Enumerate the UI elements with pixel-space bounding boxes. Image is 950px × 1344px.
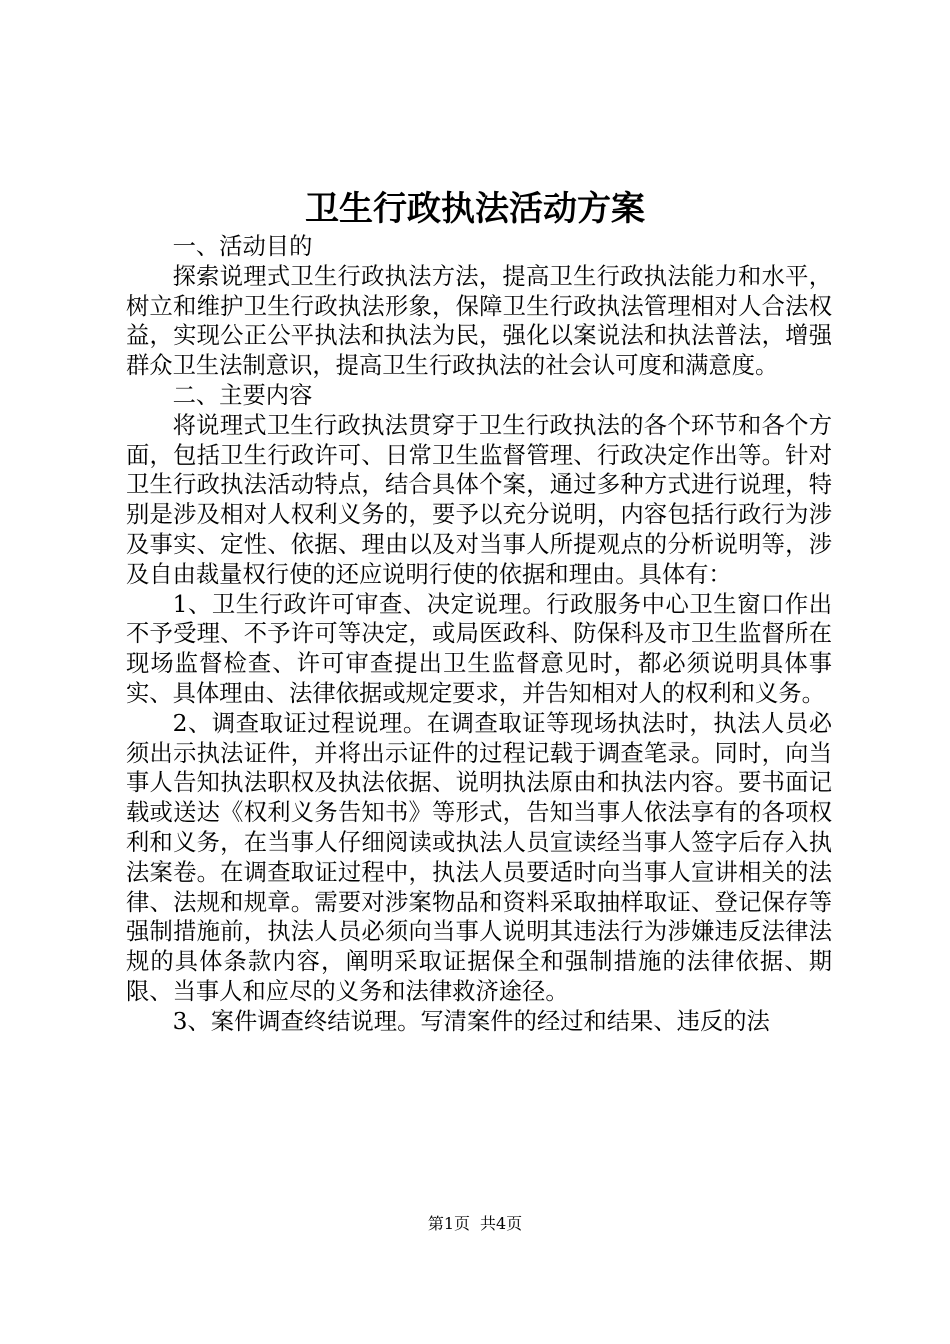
document-title: 卫生行政执法活动方案 <box>305 189 645 229</box>
page-total: 共4页 <box>480 1214 523 1233</box>
page-number: 第1页 <box>427 1214 470 1233</box>
paragraph: 3、案件调查终结说理。写清案件的经过和结果、违反的法 <box>172 1007 770 1035</box>
section-heading: 一、活动目的 <box>172 233 313 260</box>
document-body <box>126 232 832 1037</box>
paragraph: 探索说理式卫生行政执法方法，提高卫生行政执法能力和水平，树立和维护卫生行政执法形象，保障卫生行政执法管理相对人合法权益，实现公正公平执法和执法为民，强化以案说法和执法普法，增强群众卫生法制意识，提高卫生行政执法的社会认可度和满意度。 <box>126 262 832 380</box>
paragraph: 2、调查取证过程说理。在调查取证等现场执法时，执法人员必须出示执法证件，并将出示证件的过程记载于调查笔录。同时，向当事人告知执法职权及执法依据、说明执法原由和执法内容。要书面记载或送达《权利义务告知书》等形式，告知当事人依法享有的各项权利和义务，在当事人仔细阅读或执法人员宣读经当事人签字后存入执法案卷。在调查取证过程中，执法人员要适时向当事人宣讲相关的法律、法规和规章。需要对涉案物品和资料采取抽样取证、登记保存等强制措施前，执法人员必须向当事人说明其违法行为涉嫌违反法律法规的具体条款内容，阐明采取证据保全和强制措施的法律依据、期限、当事人和应尽的义务和法律救济途径。 <box>126 709 832 1005</box>
paragraph: 将说理式卫生行政执法贯穿于卫生行政执法的各个环节和各个方面，包括卫生行政许可、日常卫生监督管理、行政决定作出等。针对卫生行政执法活动特点，结合具体个案，通过多种方式进行说理，特别是涉及相对人权利义务的，要予以充分说明，内容包括行政行为涉及事实、定性、依据、理由以及对当事人所提观点的分析说明等，涉及自由裁量权行使的还应说明行使的依据和理由。具体有： <box>126 411 832 588</box>
paragraph: 1、卫生行政许可审查、决定说理。行政服务中心卫生窗口作出不予受理、不予许可等决定，或局医政科、防保科及市卫生监督所在现场监督检查、许可审查提出卫生监督意见时，都必须说明具体事实、具体理由、法律依据或规定要求，并告知相对人的权利和义务。 <box>126 590 832 707</box>
section-heading: 二、主要内容 <box>172 381 313 409</box>
page-footer <box>0 1212 950 1236</box>
